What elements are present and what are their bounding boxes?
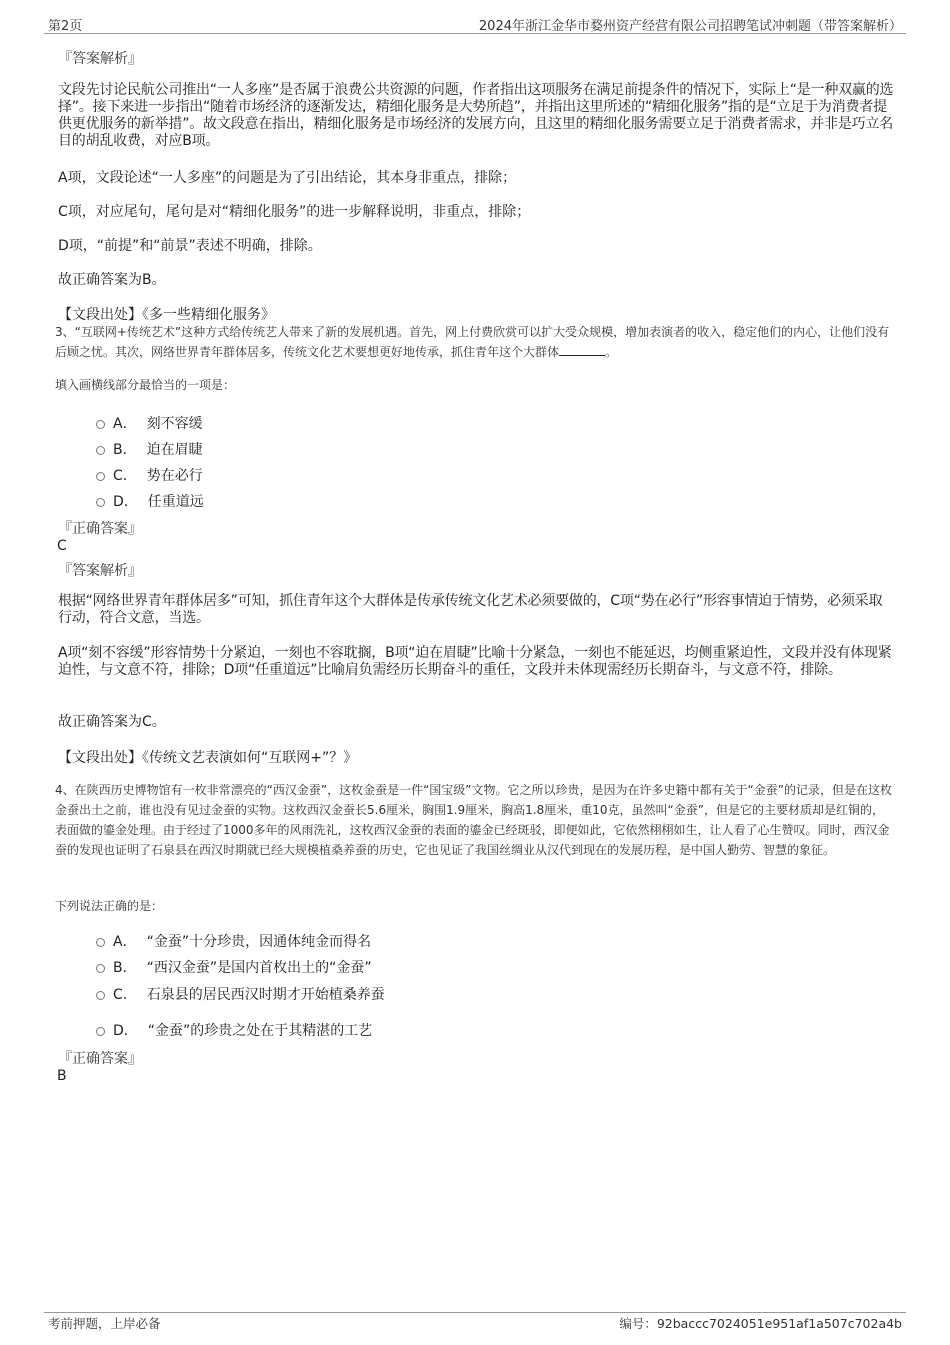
q3-option-d[interactable]: D． 任重道远 [96, 491, 204, 511]
radio-icon[interactable] [96, 446, 105, 455]
q4-prompt: 下列说法正确的是： [55, 899, 164, 913]
footer-slogan: 考前押题，上岸必备 [48, 1316, 161, 1331]
footer-divider [44, 1312, 906, 1313]
q2-source: 【文段出处】《多一些精细化服务》 [58, 307, 275, 323]
q2-conclusion: 故正确答案为B。 [58, 272, 166, 288]
header-divider [44, 33, 906, 34]
radio-icon[interactable] [96, 498, 105, 507]
q3-analysis-paragraph-1: 根据“网络世界青年群体居多”可知，抓住青年这个大群体是传承传统文化艺术必须要做的，C项“势在必行”形容事情迫于情势，必须采取行动，符合文意，当选。 [58, 593, 883, 626]
q4-option-d[interactable]: D． “金蚕”的珍贵之处在于其精湛的工艺 [96, 1020, 372, 1040]
radio-icon[interactable] [96, 938, 105, 947]
q3-analysis-label: 『答案解析』 [58, 563, 142, 579]
radio-icon[interactable] [96, 472, 105, 481]
q2-analysis-option-a: A项，文段论述“一人多座”的问题是为了引出结论，其本身非重点，排除； [58, 170, 517, 186]
fill-blank [559, 343, 605, 356]
radio-icon[interactable] [96, 991, 105, 1000]
page-number: 第2页 [48, 19, 83, 34]
q3-prompt: 填入画横线部分最恰当的一项是： [55, 378, 236, 392]
q3-answer-label: 『正确答案』 [58, 521, 142, 537]
radio-icon[interactable] [96, 420, 105, 429]
q4-option-c[interactable]: C． 石泉县的居民西汉时期才开始植桑养蚕 [96, 984, 385, 1004]
q2-analysis-label: 『答案解析』 [58, 51, 142, 67]
q4-answer-label: 『正确答案』 [58, 1051, 142, 1067]
document-title: 2024年浙江金华市婺州资产经营有限公司招聘笔试冲刺题（带答案解析） [478, 19, 902, 34]
q2-analysis-option-d: D项，“前提”和“前景”表述不明确，排除。 [58, 238, 322, 254]
q3-source: 【文段出处】《传统文艺表演如何“互联网+”？》 [58, 750, 358, 766]
q3-option-a[interactable]: A． 刻不容缓 [96, 413, 203, 433]
q2-analysis-option-c: C项，对应尾句，尾句是对“精细化服务”的进一步解释说明，非重点，排除； [58, 204, 531, 220]
q3-stem: 3、“互联网+传统艺术”这种方式给传统艺人带来了新的发展机遇。首先，网上付费欣赏可以扩大受众规模，增加表演者的收入，稳定他们的内心，让他们没有后顾之忧。其次，网络世界青年群体居多，传统文化艺术要想更好地传承，抓住青年这个大群体 。 [55, 325, 890, 359]
q4-option-a[interactable]: A． “金蚕”十分珍贵，因通体纯金而得名 [96, 931, 371, 951]
q4-option-b[interactable]: B． “西汉金蚕”是国内首枚出土的“金蚕” [96, 957, 372, 977]
q3-answer: C [57, 538, 67, 554]
q3-analysis-paragraph-2: A项“刻不容缓”形容情势十分紧迫，一刻也不容耽搁，B项“迫在眉睫”比喻十分紧急，一刻也不能延迟，均侧重紧迫性，文段并没有体现紧迫性，与文意不符，排除；D项“任重道远”比喻肩负需经历长期奋斗的重任，文段并未体现需经历长期奋斗，与文意不符，排除。 [58, 645, 892, 678]
radio-icon[interactable] [96, 1027, 105, 1036]
radio-icon[interactable] [96, 964, 105, 973]
q3-option-b[interactable]: B． 迫在眉睫 [96, 439, 203, 459]
footer-serial-number: 编号：92baccc7024051e951af1a507c702a4b [619, 1316, 902, 1331]
q4-answer: B [57, 1068, 67, 1084]
q4-stem: 4、在陕西历史博物馆有一枚非常漂亮的“西汉金蚕”，这枚金蚕是一件“国宝级”文物。它之所以珍贵，是因为在许多史籍中都有关于“金蚕”的记录，但是在这枚金蚕出土之前，谁也没有见过金蚕的实物。这枚西汉金蚕长5.6厘米，胸围1.9厘米，胸高1.8厘米，重10克，虽然叫“金蚕”，但是它的主要材质却是红铜的，表面做的鎏金处理。由于经过了1000多年的风雨洗礼，这枚西汉金蚕的表面的鎏金已经斑驳，即便如此，它依然栩栩如生，让人看了心生赞叹。同时，西汉金蚕的发现也证明了石泉县在西汉时期就已经大规模植桑养蚕的历史，它也见证了我国丝绸业从汉代到现在的发展历程，是中国人勤劳、智慧的象征。 [55, 783, 892, 857]
q3-conclusion: 故正确答案为C。 [58, 714, 166, 730]
q3-option-c[interactable]: C． 势在必行 [96, 465, 203, 485]
q2-analysis-paragraph: 文段先讨论民航公司推出“一人多座”是否属于浪费公共资源的问题，作者指出这项服务在满足前提条件的情况下，实际上“是一种双赢的选择”。接下来进一步指出“随着市场经济的逐渐发达，精细化服务是大势所趋”，并指出这里所述的“精细化服务”指的是“立足于为消费者提供更优服务的新举措”。故文段意在指出，精细化服务是市场经济的发展方向，且这里的精细化服务需要立足于消费者需求，并非是巧立名目的胡乱收费，对应B项。 [58, 82, 894, 149]
